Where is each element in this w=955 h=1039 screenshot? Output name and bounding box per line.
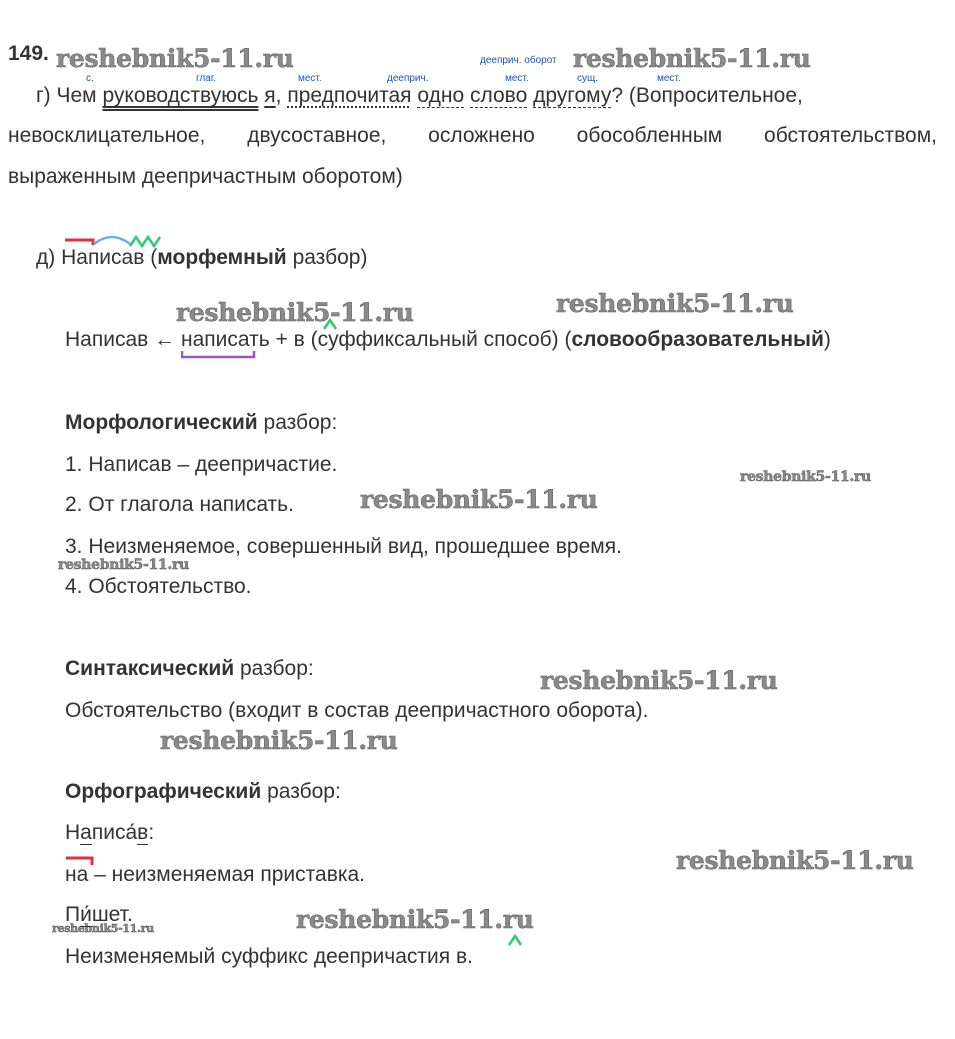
pos-tag: мест. [298, 73, 322, 84]
word-adverbial: Чем [56, 84, 97, 107]
morph-item-4: 4. Обстоятельство. [65, 575, 252, 598]
analysis-type-bold: словообразовательный [571, 328, 824, 351]
analysis-type-rest: разбор) [292, 246, 368, 269]
punctuation: ) [823, 328, 831, 351]
orph-last-line: Неизменяемый суффикс деепричастия в. [65, 945, 473, 968]
pos-tag: дееприч. [387, 73, 429, 84]
punctuation: , [275, 84, 282, 107]
word-object: другому [533, 84, 612, 107]
part-g-line-2: невосклицательное, двусоставное, осложнено обособленным обстоятельством, [8, 124, 937, 147]
heading-bold: Орфографический [65, 780, 262, 803]
orthogram-letter: а [80, 821, 92, 844]
prefix-text: на [65, 863, 89, 886]
analysis-type-bold: морфемный [157, 246, 287, 269]
formation-base: написать [181, 328, 270, 352]
pos-tag: сущ. [577, 73, 599, 84]
prefix-description: – неизменяемая приставка. [88, 863, 366, 886]
orph-check-word: Пи́шет. [65, 903, 133, 926]
word-predicate: руководствуюсь [102, 84, 259, 107]
pos-tag: мест. [657, 73, 681, 84]
prefix-mark [65, 240, 93, 245]
base-mark [181, 350, 257, 360]
arrow-icon: ← [154, 328, 176, 351]
heading-bold: Синтаксический [65, 657, 235, 680]
watermark: reshebnik5-11.ru [160, 726, 398, 755]
formation-word: Написав [65, 328, 149, 351]
pos-tag: мест. [505, 73, 529, 84]
watermark: reshebnik5-11.ru [58, 557, 189, 573]
part-g-line-1 [36, 84, 803, 108]
synt-heading [65, 657, 314, 681]
heading-bold: Морфологический [65, 411, 258, 434]
watermark: reshebnik5-11.ru [360, 485, 598, 514]
suffix-caret-mark [507, 934, 523, 946]
part-letter: г) [36, 84, 51, 107]
suffix-mark [130, 237, 160, 246]
morph-item-1: 1. Написав – деепричастие. [65, 453, 338, 476]
heading-rest: разбор: [263, 411, 338, 434]
morph-heading [65, 411, 337, 435]
watermark: reshebnik5-11.ru [556, 289, 794, 318]
punctuation: ( [150, 246, 158, 269]
word-object: слово [469, 84, 528, 107]
part-g-rest: ? (Вопросительное, [611, 84, 803, 107]
watermark: reshebnik5-11.ru [540, 666, 778, 695]
word-definition: одно [417, 84, 465, 107]
word-participle-adverbial: предпочитая [287, 84, 412, 107]
construction-tag: дееприч. оборот [480, 55, 557, 66]
watermark: reshebnik5-11.ru [296, 905, 534, 934]
orph-word: Написа́в: [65, 821, 155, 844]
watermark: reshebnik5-11.ru [52, 922, 154, 935]
orph-heading [65, 780, 341, 804]
heading-rest: разбор: [267, 780, 341, 803]
morph-item-3: 3. Неизменяемое, совершенный вид, прошедшее время. [65, 535, 622, 558]
heading-rest: разбор: [240, 657, 314, 680]
formation-method: + в (суффиксальный способ) ( [275, 328, 572, 351]
watermark: reshebnik5-11.ru [740, 469, 871, 485]
part-d-heading [36, 246, 367, 270]
formation-line [65, 328, 831, 352]
exercise-number: 149. [8, 42, 49, 65]
stressed-check-letter: и́ [80, 903, 92, 926]
watermark: reshebnik5-11.ru [676, 846, 914, 875]
orthogram-letter: в [137, 821, 149, 844]
watermark: reshebnik5-11.ru [56, 44, 294, 73]
pos-tag: с. [86, 73, 94, 84]
watermark: reshebnik5-11.ru [573, 44, 811, 73]
part-letter: д) [36, 246, 56, 269]
stressed-letter: а́ [125, 821, 138, 844]
pos-tag: глаг. [196, 73, 217, 84]
morph-item-2: 2. От глагола написать. [65, 493, 294, 516]
watermark: reshebnik5-11.ru [176, 298, 414, 327]
word-subject: я [264, 84, 276, 107]
root-mark [94, 237, 130, 244]
analyzed-word: Написав [61, 246, 145, 269]
part-g-line-3: выраженным деепричастным оборотом) [8, 165, 403, 188]
synt-text: Обстоятельство (входит в состав деепричастного оборота). [65, 699, 649, 722]
orph-prefix-line [65, 863, 365, 887]
